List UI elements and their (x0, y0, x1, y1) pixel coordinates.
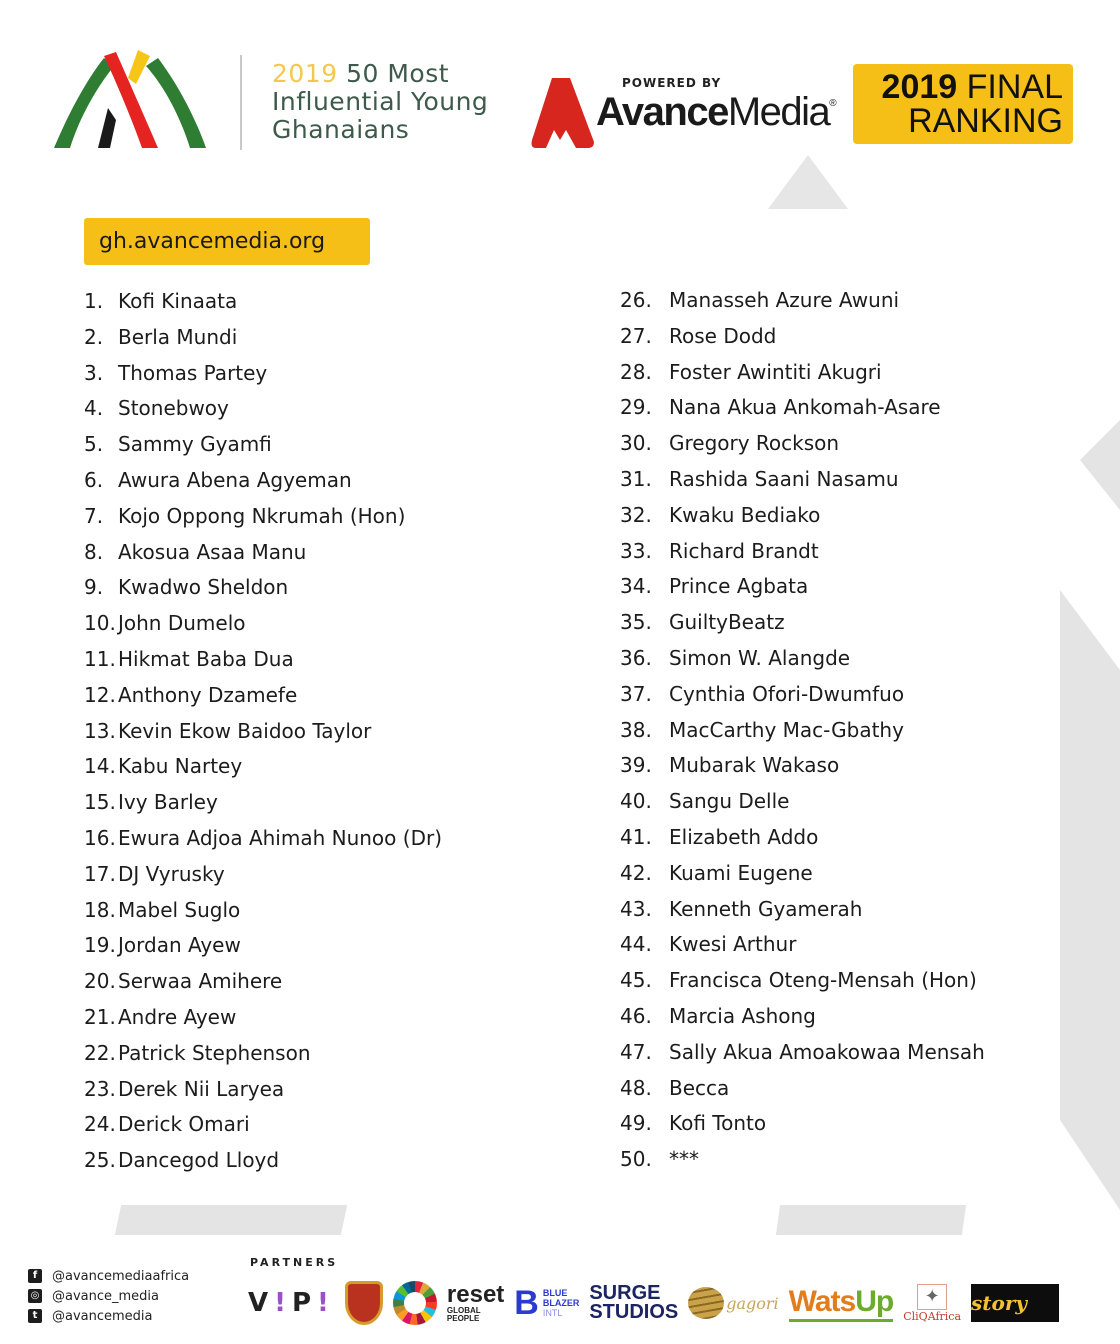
social-handle: @avancemedia (52, 1308, 153, 1324)
ranking-item (620, 355, 985, 391)
social-handle: @avancemediaafrica (52, 1268, 190, 1284)
ranking-item (84, 642, 442, 678)
ranking-item (620, 498, 985, 534)
blue-blazer-icon: B (514, 1283, 539, 1322)
honoree-name: Dancegod Lloyd (118, 1148, 280, 1173)
ranking-item (84, 463, 442, 499)
ranking-item (620, 283, 985, 319)
honoree-name: Kabu Nartey (118, 754, 243, 779)
honoree-name: Mabel Suglo (118, 897, 241, 922)
rank-number: 7. (84, 503, 104, 528)
rank-number: 16. (84, 825, 116, 850)
honoree-name: Jordan Ayew (118, 933, 241, 958)
honoree-name: Becca (669, 1075, 730, 1100)
honoree-name: John Dumelo (118, 611, 246, 636)
partner-watsup-logo: Wats Up (789, 1285, 894, 1322)
facebook-icon: f (28, 1269, 42, 1283)
partner-vip-logo: V ! P ! (248, 1288, 335, 1318)
honoree-name: Thomas Partey (118, 360, 268, 385)
honoree-name: Kwadwo Sheldon (118, 575, 289, 600)
social-twitter[interactable] (28, 1306, 189, 1326)
rank-number: 29. (620, 395, 652, 420)
ranking-item (84, 678, 442, 714)
partners-label: PARTNERS (250, 1256, 339, 1269)
rank-number: 1. (84, 289, 104, 313)
rank-number: 38. (620, 717, 652, 742)
rank-number: 9. (84, 575, 104, 600)
final-ranking-badge: 2019 FINAL RANKING (853, 64, 1073, 144)
rank-number: 43. (620, 896, 652, 921)
header-divider (240, 55, 242, 150)
honoree-name: Sammy Gyamfi (118, 432, 272, 457)
ranking-item (84, 964, 442, 1000)
ranking-item (84, 714, 442, 750)
ranking-item (620, 641, 985, 677)
website-url-link[interactable]: gh.avancemedia.org (84, 218, 370, 265)
ranking-item (84, 356, 442, 392)
honoree-name: Andre Ayew (118, 1004, 237, 1029)
avance-media-m-icon (530, 76, 594, 148)
honoree-name: Kwaku Bediako (669, 502, 821, 527)
ranking-item (620, 892, 985, 928)
partner-sdg-wheel-icon (393, 1281, 437, 1325)
ranking-item (620, 1142, 985, 1178)
honoree-name: Simon W. Alangde (669, 645, 851, 670)
honoree-name: Anthony Dzamefe (118, 682, 298, 707)
rank-number: 13. (84, 718, 116, 743)
rank-number: 50. (620, 1147, 652, 1172)
ranking-item (84, 1072, 442, 1108)
ranking-item (84, 1000, 442, 1036)
ranking-item (84, 821, 442, 857)
rank-number: 34. (620, 574, 652, 599)
honoree-name: Foster Awintiti Akugri (669, 359, 882, 384)
powered-by-logo (530, 72, 836, 152)
ranking-item (620, 462, 985, 498)
honoree-name: Cynthia Ofori-Dwumfuo (669, 681, 905, 706)
rank-number: 21. (84, 1004, 116, 1029)
rank-number: 20. (84, 969, 116, 994)
ranking-item (620, 534, 985, 570)
ranking-item (620, 927, 985, 963)
rank-number: 22. (84, 1040, 116, 1065)
honoree-name: Prince Agbata (669, 574, 809, 599)
ranking-item (620, 1106, 985, 1142)
rank-number: 33. (620, 538, 652, 563)
rank-number: 41. (620, 824, 652, 849)
honoree-name: *** (669, 1147, 699, 1172)
rank-number: 27. (620, 323, 652, 348)
rank-number: 45. (620, 968, 652, 993)
partner-logos (248, 1278, 1069, 1328)
honoree-name: Ivy Barley (118, 790, 218, 815)
honoree-name: GuiltyBeatz (669, 610, 785, 635)
ranking-item (620, 426, 985, 462)
honoree-name: Kenneth Gyamerah (669, 896, 863, 921)
honoree-name: Kofi Tonto (669, 1111, 767, 1136)
honoree-name: Kuami Eugene (669, 860, 813, 885)
partner-spartan-shield-icon (345, 1281, 383, 1325)
ranking-item (84, 1107, 442, 1143)
event-logo-icon (50, 50, 210, 150)
rank-number: 10. (84, 611, 116, 636)
honoree-name: Patrick Stephenson (118, 1040, 311, 1065)
rank-number: 39. (620, 753, 652, 778)
honoree-name: MacCarthy Mac-Gbathy (669, 717, 904, 742)
rank-number: 25. (84, 1148, 116, 1173)
gagori-ball-icon (688, 1287, 724, 1319)
honoree-name: Kofi Kinaata (118, 289, 238, 313)
ranking-item (620, 748, 985, 784)
honoree-name: Sangu Delle (669, 789, 790, 814)
rank-number: 3. (84, 360, 104, 385)
decorative-bar-left (115, 1205, 347, 1235)
ranking-item (84, 928, 442, 964)
ranking-list-right (620, 283, 985, 1178)
honoree-name: Derick Omari (118, 1112, 250, 1137)
rank-number: 23. (84, 1076, 116, 1101)
rank-number: 30. (620, 431, 652, 456)
rank-number: 48. (620, 1075, 652, 1100)
honoree-name: Francisca Oteng-Mensah (Hon) (669, 968, 977, 993)
rank-number: 17. (84, 861, 116, 886)
rank-number: 32. (620, 502, 652, 527)
ranking-item (84, 320, 442, 356)
honoree-name: Elizabeth Addo (669, 824, 819, 849)
honoree-name: Sally Akua Amoakowaa Mensah (669, 1039, 985, 1064)
rank-number: 18. (84, 897, 116, 922)
twitter-icon: t (28, 1309, 42, 1323)
ranking-item (84, 535, 442, 571)
honoree-name: Kevin Ekow Baidoo Taylor (118, 718, 372, 743)
ranking-item (620, 820, 985, 856)
honoree-name: Kwesi Arthur (669, 932, 797, 957)
honoree-name: Gregory Rockson (669, 431, 840, 456)
ranking-item (84, 391, 442, 427)
honoree-name: Kojo Oppong Nkrumah (Hon) (118, 503, 406, 528)
rank-number: 28. (620, 359, 652, 384)
rank-number: 36. (620, 645, 652, 670)
ranking-item (620, 1035, 985, 1071)
ranking-item (84, 284, 442, 320)
honoree-name: Berla Mundi (118, 324, 238, 349)
rank-number: 26. (620, 288, 652, 312)
rank-number: 49. (620, 1111, 652, 1136)
rank-number: 19. (84, 933, 116, 958)
social-facebook[interactable] (28, 1266, 189, 1286)
partner-surge-studios-logo: SURGE STUDIOS (589, 1282, 679, 1323)
ranking-item (620, 856, 985, 892)
honoree-name: Manasseh Azure Awuni (669, 288, 900, 312)
ranking-item (84, 499, 442, 535)
ranking-item (84, 857, 442, 893)
ranking-item (84, 1036, 442, 1072)
decorative-chevron-shape (1060, 420, 1120, 1210)
partner-story-logo: story (971, 1284, 1059, 1322)
decorative-triangle (768, 155, 848, 209)
ranking-item (620, 784, 985, 820)
decorative-bar-right (776, 1205, 966, 1235)
rank-number: 31. (620, 466, 652, 491)
honoree-name: Marcia Ashong (669, 1003, 816, 1028)
ranking-item (84, 893, 442, 929)
partner-blue-blazer-logo: B BLUE BLAZER INTL (514, 1283, 580, 1322)
rank-number: 15. (84, 790, 116, 815)
partner-reset-global-people-logo: reset GLOBAL PEOPLE (446, 1281, 505, 1323)
rank-number: 8. (84, 539, 104, 564)
honoree-name: Nana Akua Ankomah-Asare (669, 395, 941, 420)
event-year: 2019 (272, 59, 338, 88)
rank-number: 47. (620, 1039, 652, 1064)
ranking-item (620, 713, 985, 749)
rank-number: 14. (84, 754, 116, 779)
rank-number: 12. (84, 682, 116, 707)
honoree-name: Stonebwoy (118, 396, 229, 421)
ranking-item (620, 999, 985, 1035)
honoree-name: Hikmat Baba Dua (118, 646, 294, 671)
ranking-item (620, 605, 985, 641)
ranking-item (84, 785, 442, 821)
rank-number: 2. (84, 324, 104, 349)
honoree-name: Mubarak Wakaso (669, 753, 840, 778)
event-title: 2019 50 Most Influential Young Ghanaians (272, 59, 489, 144)
honoree-name: Serwaa Amihere (118, 969, 283, 994)
ranking-item (84, 427, 442, 463)
rank-number: 44. (620, 932, 652, 957)
partner-cliqafrica-logo: ✦ CliQAfrica (903, 1285, 962, 1323)
ranking-item (620, 569, 985, 605)
ranking-item (620, 963, 985, 999)
ranking-item (84, 606, 442, 642)
social-handle: @avance_media (52, 1288, 160, 1304)
ranking-item (620, 677, 985, 713)
rank-number: 6. (84, 467, 104, 492)
ranking-item (620, 390, 985, 426)
honoree-name: Rashida Saani Nasamu (669, 466, 899, 491)
powered-by-label: POWERED BY (622, 76, 722, 90)
social-handles (28, 1266, 189, 1326)
honoree-name: Richard Brandt (669, 538, 819, 563)
ranking-list-left (84, 284, 442, 1179)
rank-number: 42. (620, 860, 652, 885)
rank-number: 37. (620, 681, 652, 706)
ranking-item (620, 1071, 985, 1107)
partner-gagori-logo: gagori (688, 1287, 778, 1319)
rank-number: 46. (620, 1003, 652, 1028)
brand-name: AvanceMedia® (596, 90, 836, 134)
rank-number: 24. (84, 1112, 116, 1137)
rank-number: 4. (84, 396, 104, 421)
africa-map-icon: ✦ (917, 1284, 947, 1310)
honoree-name: Derek Nii Laryea (118, 1076, 285, 1101)
rank-number: 5. (84, 432, 104, 457)
ranking-item (620, 319, 985, 355)
instagram-icon: ◎ (28, 1289, 42, 1303)
rank-number: 40. (620, 789, 652, 814)
rank-number: 11. (84, 646, 116, 671)
ranking-item (84, 749, 442, 785)
rank-number: 35. (620, 610, 652, 635)
honoree-name: Ewura Adjoa Ahimah Nunoo (Dr) (118, 825, 442, 850)
social-instagram[interactable] (28, 1286, 189, 1306)
honoree-name: Awura Abena Agyeman (118, 467, 352, 492)
ranking-item (84, 1143, 442, 1179)
honoree-name: DJ Vyrusky (118, 861, 225, 886)
ranking-item (84, 570, 442, 606)
honoree-name: Akosua Asaa Manu (118, 539, 307, 564)
honoree-name: Rose Dodd (669, 323, 777, 348)
